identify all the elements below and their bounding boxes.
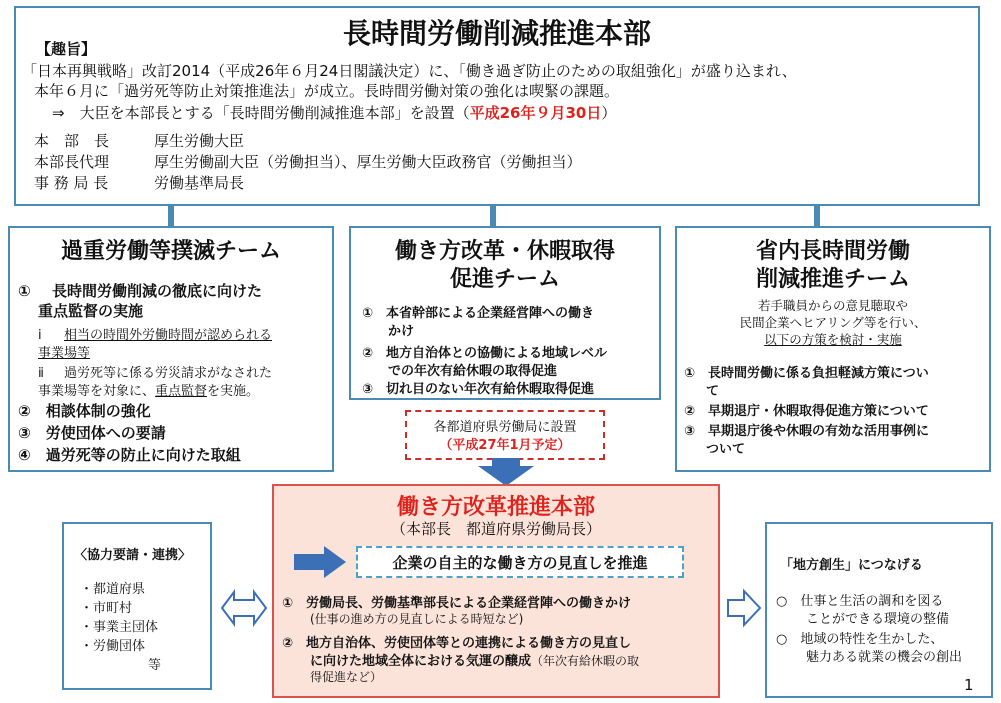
team1-item1-b: 重点監督の実施 (38, 302, 144, 320)
team3-item3-b: ついて (706, 442, 746, 457)
team1-item1-num: ① (18, 282, 31, 300)
cooperation-item: ・市町村 (80, 601, 133, 616)
regional-title-text: 働き方改革推進本部 (396, 495, 595, 520)
member-name: 厚生労働副大臣（労働担当）、厚生労働大臣政務官（労働担当） (154, 153, 582, 171)
setup-note-line-2 (405, 434, 605, 453)
connector-team3 (814, 206, 820, 226)
headquarters-title: 長時間労働削減推進本部 (342, 17, 651, 50)
connector-team2 (490, 206, 496, 226)
setup-note-date: （平成27年1月予定） (439, 438, 571, 453)
team2-title-2: 促進チーム (449, 267, 560, 292)
team1-item3: ③ 労使団体への要請 (18, 424, 166, 442)
regional-item2-b: に向けた地域全体における気運の醸成 (310, 654, 532, 669)
team1-title: 過重労働等撲滅チーム (60, 239, 281, 264)
establish-date: 平成26年９月30日 (469, 104, 602, 122)
revitalization-item2-a: ○ 地域の特性を生かした、 (776, 632, 944, 647)
team2-title-1: 働き方改革・休暇取得 (394, 239, 615, 264)
revitalization-item1-b: ことができる環境の整備 (806, 612, 950, 627)
team1-sub2-b-post: を実施。 (207, 384, 260, 399)
team1-sub1-num: ⅰ (38, 328, 42, 343)
team2-item3: ③ 切れ目のない年次有給休暇取得促進 (362, 382, 595, 397)
team3-desc-1: 若手職員からの意見聴取や (757, 298, 908, 313)
team1-sub1-a (38, 324, 272, 343)
regional-subtitle: （本部長 都道府県労働局長） (390, 520, 601, 538)
regional-item1-note: (仕事の進め方の見直しによる時短など) (310, 612, 524, 626)
team3-title-1: 省内長時間労働 (755, 239, 910, 264)
team2-item2-a: ② 地方自治体との協働による地域レベル (362, 346, 608, 361)
team1-item1-a (18, 280, 262, 301)
team3-desc-3-text: 以下の方策を検討・実施 (764, 332, 902, 347)
regional-item2-b-row (310, 650, 639, 669)
connector-team1 (168, 206, 174, 226)
regional-banner: 企業の自主的な働き方の見直しを推進 (392, 554, 648, 572)
team2-item1-a: ① 本省幹部による企業経営陣への働き (362, 306, 595, 321)
revitalization-item2-b: 魅力ある就業の機会の創出 (806, 650, 963, 665)
member-role: 事 務 局 長 (34, 174, 109, 192)
team1-sub2-b (38, 380, 259, 399)
member-row (34, 151, 582, 172)
down-arrow-icon (478, 458, 534, 486)
purpose-line-3-pre: ⇒ 大臣を本部長とする「長時間労働削減推進本部」を設置（ (52, 104, 470, 122)
cooperation-item: ・事業主団体 (80, 620, 159, 635)
right-arrow-icon (294, 546, 346, 578)
team1-item4: ④ 過労死等の防止に向けた取組 (18, 446, 241, 464)
team3-title-2: 削減推進チーム (755, 267, 910, 292)
team2-item2-b: での年次有給休暇の取得促進 (388, 364, 558, 379)
cooperation-item: ・労働団体 (80, 639, 146, 654)
member-role: 本部長代理 (34, 153, 110, 171)
regional-item2-note-a: （年次有給休暇の取 (531, 654, 640, 668)
team3-item2: ② 早期退庁・休暇取得促進方策について (684, 404, 929, 419)
team3-item3-a: ③ 早期退庁後や休暇の有効な活用事例に (684, 424, 930, 439)
cooperation-title: 〈協力要請・連携〉 (74, 548, 192, 563)
member-name: 労働基準局長 (154, 174, 245, 192)
purpose-line-3-post: ） (601, 104, 617, 122)
member-row (34, 130, 244, 151)
team1-sub2-num: ⅱ (38, 366, 44, 381)
team1-sub1-b: 事業場等 (38, 346, 91, 361)
team3-desc-2: 民間企業へヒアリング等を行い、 (739, 315, 927, 330)
regional-item2-a: ② 地方自治体、労使団体等との連携による働き方の見直し (282, 636, 632, 651)
member-row (34, 172, 244, 193)
right-outline-arrow-icon (726, 588, 762, 628)
team3-desc-3 (675, 330, 991, 348)
double-arrow-icon (220, 588, 268, 628)
team1-sub2-text: 過労死等に係る労災請求がなされた (64, 366, 273, 381)
revitalization-title: 「地方創生」につなげる (780, 558, 923, 573)
team1-sub1-text: 相当の時間外労働時間が認められる (64, 328, 273, 343)
team3-item1-b: て (706, 384, 720, 399)
team2-item1-b: かけ (388, 324, 415, 339)
team1-sub2-b-pre: 事業場等を対象に、 (38, 384, 156, 399)
cooperation-item: ・都道府県 (80, 582, 146, 597)
team3-item1-a: ① 長時間労働に係る負担軽減方策につい (684, 366, 929, 381)
setup-note-line-1: 各都道府県労働局に設置 (433, 420, 577, 435)
regional-title (272, 490, 720, 521)
member-role: 本 部 長 (34, 132, 110, 150)
revitalization-item1-a: ○ 仕事と生活の調和を図る (776, 594, 944, 609)
team1-item2: ② 相談体制の強化 (18, 402, 151, 420)
cooperation-item-etc: 等 (148, 658, 162, 673)
regional-item2-note-b: 得促進など） (310, 670, 383, 684)
page-number: 1 (964, 676, 974, 694)
regional-item1: ① 労働局長、労働基準部長による企業経営陣への働きかけ (282, 596, 632, 611)
purpose-line-2: 本年６月に「過労死等防止対策推進法」が成立。長時間労働対策の強化は喫緊の課題。 (34, 82, 620, 100)
purpose-line-3 (52, 102, 616, 123)
purpose-label: 【趣旨】 (36, 40, 97, 58)
purpose-line-1: 「日本再興戦略」改訂2014（平成26年６月24日閣議決定）に、「働き過ぎ防止のための取組強化」が盛り込まれ、 (22, 62, 797, 80)
team1-item1-text: 長時間労働削減の徹底に向けた (52, 282, 263, 300)
team1-sub2-b-u: 重点監督 (155, 384, 208, 399)
member-name: 厚生労働大臣 (154, 132, 245, 150)
team1-sub2-a (38, 362, 272, 381)
